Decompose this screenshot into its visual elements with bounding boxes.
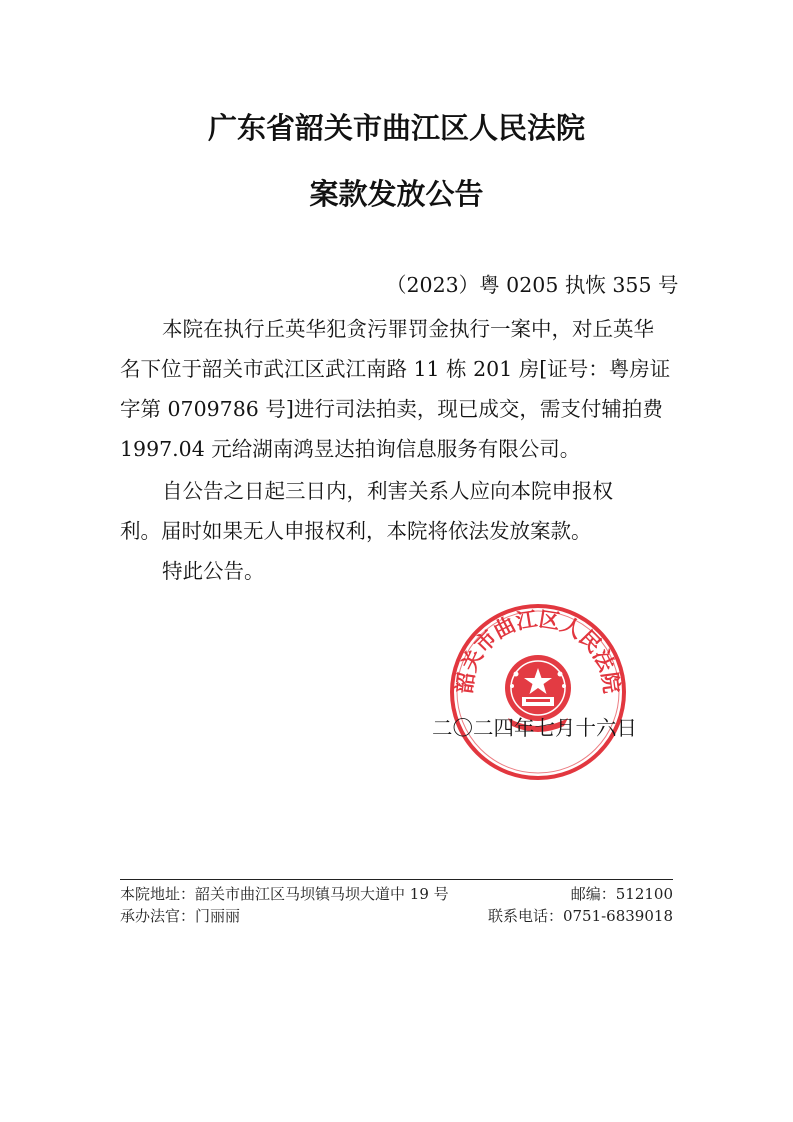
seal-ring-text: 韶关市曲江区人民法院: [451, 605, 625, 695]
closing-phrase: 特此公告。: [162, 559, 265, 583]
notice-title: 案款发放公告: [309, 177, 484, 211]
body-paragraph-2-line-1: 自公告之日起三日内，利害关系人应向本院申报权: [162, 479, 613, 503]
body-paragraph-2-line-2: 利。届时如果无人申报权利，本院将依法发放案款。: [120, 519, 592, 543]
presiding-judge: 承办法官：门丽丽: [120, 907, 241, 925]
body-paragraph-1-line-4: 1997.04 元给湖南鸿昱达拍询信息服务有限公司。: [120, 437, 581, 461]
court-address: 本院地址：韶关市曲江区马坝镇马坝大道中 19 号: [120, 885, 449, 903]
contact-phone: 联系电话：0751-6839018: [487, 907, 673, 925]
postal-code: 邮编：512100: [570, 885, 673, 903]
issue-date: 二〇二四年七月十六日: [432, 716, 637, 740]
body-paragraph-1-line-1: 本院在执行丘英华犯贪污罪罚金执行一案中，对丘英华: [162, 317, 654, 341]
footer-divider: [120, 879, 673, 880]
court-seal-stamp: [446, 600, 630, 784]
court-name-title: 广东省韶关市曲江区人民法院: [207, 111, 585, 145]
body-paragraph-1-line-2: 名下位于韶关市武江区武江南路 11 栋 201 房[证号：粤房证: [120, 357, 671, 381]
case-number: （2023）粤 0205 执恢 355 号: [386, 273, 679, 297]
body-paragraph-1-line-3: 字第 0709786 号]进行司法拍卖，现已成交，需支付辅拍费: [120, 397, 663, 421]
